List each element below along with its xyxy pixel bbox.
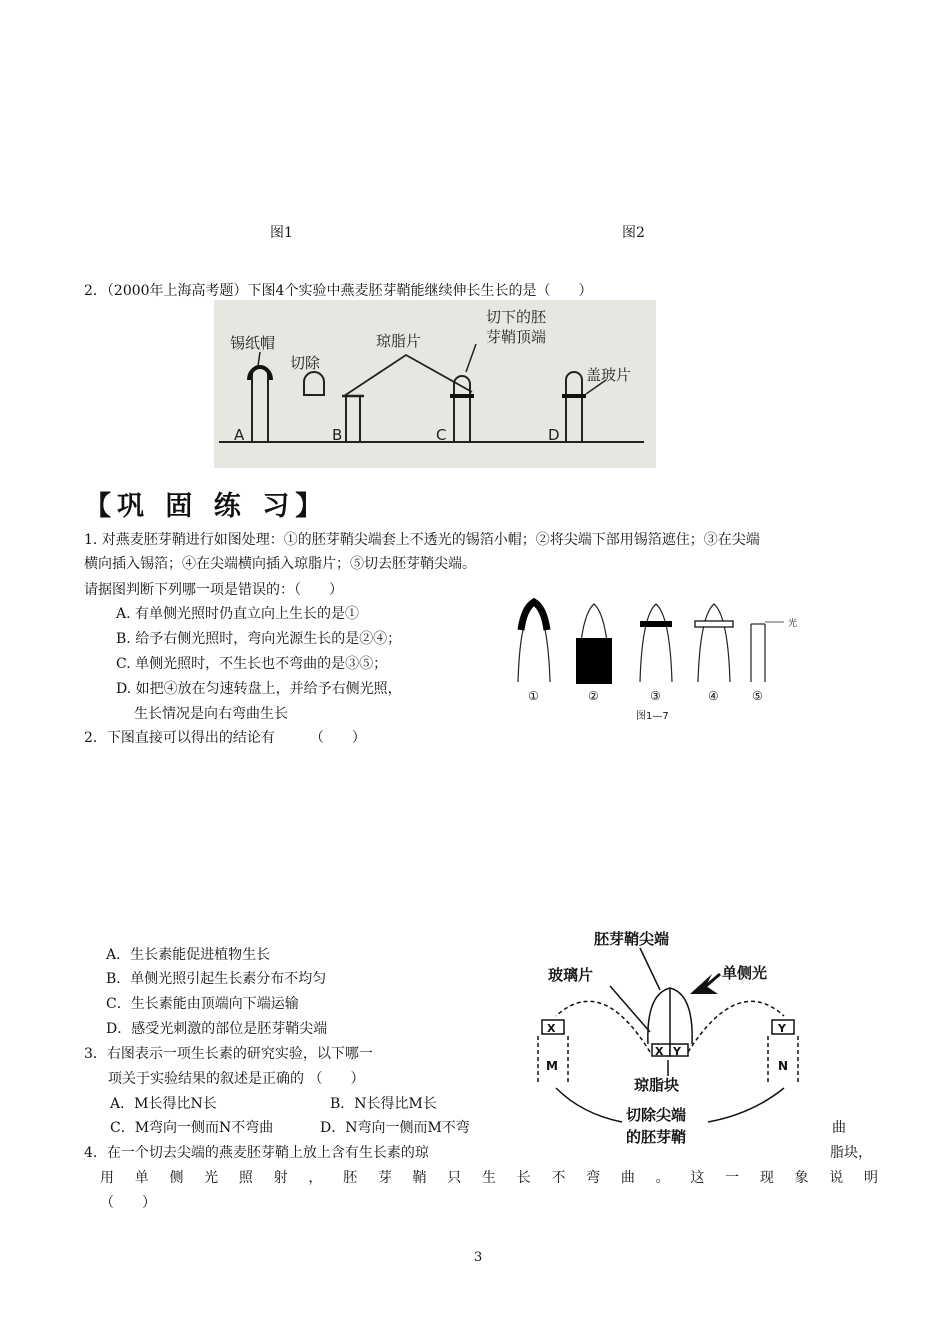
letter-b: B <box>332 426 343 444</box>
q1-option-d-cont: 生长情况是向右弯曲生长 <box>134 706 288 722</box>
section-title: 【巩 固 练 习】 <box>84 491 329 522</box>
q4-line1: 4．在一个切去尖端的燕麦胚芽鞘上放上含有生长素的琼 <box>84 1145 429 1161</box>
light-label: 光 <box>788 619 798 629</box>
q3-option-d: D．N弯向一侧而M不弯 <box>320 1120 470 1136</box>
q1-line1: 1. 对燕麦胚芽鞘进行如图处理：①的胚芽鞘尖端套上不透光的锡箔小帽；②将尖端下部用锡箔遮住；③在尖端 <box>84 532 760 548</box>
fig-num-5: ⑤ <box>752 689 763 703</box>
q2-stem: 2．下图直接可以得出的结论有 （ ） <box>84 730 366 746</box>
q2-option-d: D．感受光刺激的部位是胚芽鞘尖端 <box>106 1021 328 1037</box>
label-cut: 切除 <box>290 354 321 372</box>
fig-num-3: ③ <box>650 689 661 703</box>
label-glass: 玻璃片 <box>548 966 594 984</box>
q3-line2: 项关于实验结果的叙述是正确的 （ ） <box>108 1071 365 1087</box>
q4-line1-end: 脂块， <box>830 1145 872 1161</box>
fig-num-1: ① <box>528 689 539 703</box>
label-m: M <box>546 1059 558 1073</box>
q3-figure <box>522 924 818 1150</box>
fig-num-2: ② <box>588 689 599 703</box>
q4-line2: 用单侧光照射，胚芽鞘只生长不弯曲。这一现象说明 <box>100 1170 878 1186</box>
coleoptile-experiment-photo <box>214 300 656 468</box>
fig-num-4: ④ <box>708 689 719 703</box>
label-agar-block: 琼脂块 <box>634 1076 680 1094</box>
q3-option-a: A．M长得比N长 <box>110 1096 217 1112</box>
label-light: 单侧光 <box>722 964 768 982</box>
label-agar-sheet: 琼脂片 <box>376 332 422 350</box>
q1-option-d: D. 如把④放在匀速转盘上，并给予右侧光照， <box>116 681 402 697</box>
q2-option-b: B．单侧光照引起生长素分布不均匀 <box>106 971 327 987</box>
q1-option-c: C. 单侧光照时，不生长也不弯曲的是③⑤； <box>116 656 388 672</box>
label-cut-tip-2: 芽鞘顶端 <box>486 328 547 346</box>
label-cut-coleoptile-1: 切除尖端 <box>626 1106 687 1124</box>
q2-intro-text: 2．（2000年上海高考题）下图4个实验中燕麦胚芽鞘能继续伸长生长的是（ ） <box>84 283 593 299</box>
q1-option-a: A. 有单侧光照时仍直立向上生长的是① <box>116 606 360 622</box>
letter-d: D <box>548 426 560 444</box>
fig1-label: 图1 <box>270 225 293 241</box>
q1-line3: 请据图判断下列哪一项是错误的：（ ） <box>84 582 343 598</box>
label-cut-coleoptile-2: 的胚芽鞘 <box>626 1128 687 1146</box>
q2-option-a: A．生长素能促进植物生长 <box>106 947 271 963</box>
left-block-x: X <box>547 1022 556 1035</box>
q2-option-c: C．生长素能由顶端向下端运输 <box>106 996 299 1012</box>
fig2-label: 图2 <box>622 225 645 241</box>
q3-option-c: C．M弯向一侧而N不弯曲 <box>110 1120 274 1136</box>
q3-option-d-end: 曲 <box>832 1120 846 1136</box>
q3-option-b: B．N长得比M长 <box>330 1096 437 1112</box>
label-cover-glass: 盖玻片 <box>586 366 632 384</box>
q1-option-b: B. 给予右侧光照时，弯向光源生长的是②④； <box>116 631 402 647</box>
q4-line3: （ ） <box>100 1195 156 1211</box>
label-tin-cap: 锡纸帽 <box>230 334 276 352</box>
letter-c: C <box>436 426 447 444</box>
right-block-y: Y <box>778 1022 786 1035</box>
page-number: 3 <box>474 1250 483 1265</box>
q1-figure <box>508 596 808 724</box>
label-tip: 胚芽鞘尖端 <box>594 930 670 948</box>
letter-a: A <box>234 426 245 444</box>
label-cut-tip: 切下的胚 <box>486 308 547 326</box>
fig-caption: 图1—7 <box>636 711 669 722</box>
q1-line2: 横向插入锡箔；④在尖端横向插入琼脂片；⑤切去胚芽鞘尖端。 <box>84 556 476 572</box>
center-block-x: X <box>655 1045 664 1058</box>
q3-line1: 3．右图表示一项生长素的研究实验，以下哪一 <box>84 1046 373 1062</box>
label-n: N <box>778 1059 789 1073</box>
center-block-y: Y <box>673 1045 681 1058</box>
